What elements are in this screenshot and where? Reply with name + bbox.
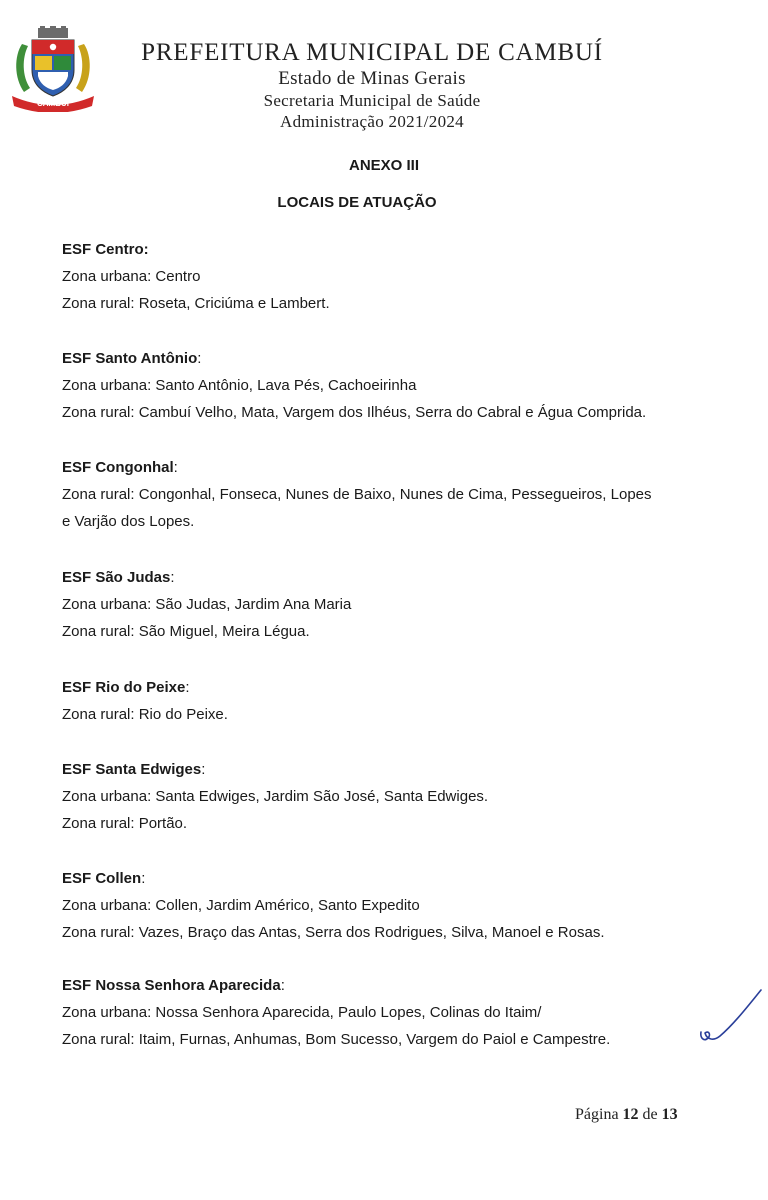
page-current: 12 [622,1106,639,1123]
zone-line: Zona rural: Portão. [62,815,188,832]
esf-name: ESF Rio do Peixe [62,679,186,696]
esf-name-colon: : [170,569,175,586]
section-title: LOCAIS DE ATUAÇÃO [277,194,437,211]
zone-line: Zona rural: Vazes, Braço das Antas, Serra dos Rodrigues, Silva, Manoel e Rosas. [62,924,605,941]
zone-line: Zona rural: Itaim, Furnas, Anhumas, Bom Sucesso, Vargem do Paiol e Campestre. [62,1031,611,1048]
page-total: 13 [661,1106,678,1123]
esf-name-colon: : [185,679,190,696]
zone-line: Zona rural: São Miguel, Meira Légua. [62,623,310,640]
page-number [575,1106,678,1124]
letterhead-secretariat: Secretaria Municipal de Saúde [263,91,481,110]
crest-ribbon-text: CAMBUÍ [37,99,69,108]
esf-name: ESF Centro: [62,241,149,258]
page-of-word: de [642,1106,658,1123]
letterhead-administration: Administração 2021/2024 [280,112,464,131]
esf-name: ESF Nossa Senhora Aparecida [62,977,281,994]
zone-line: e Varjão dos Lopes. [62,513,195,530]
esf-section-collen [62,865,702,946]
esf-name: ESF Collen [62,870,142,887]
esf-name: ESF Congonhal [62,459,174,476]
esf-name-colon: : [280,977,285,994]
municipal-crest-icon [8,26,98,112]
esf-name: ESF Santa Edwiges [62,761,202,778]
esf-section-rio-do-peixe [62,674,702,728]
esf-section-nossa-senhora-aparecida [62,972,702,1053]
letterhead [112,38,632,132]
esf-section-congonhal [62,454,702,535]
esf-section-santo-antonio [62,345,702,426]
zone-line: Zona urbana: São Judas, Jardim Ana Maria [62,596,352,613]
zone-line: Zona rural: Roseta, Criciúma e Lambert. [62,295,330,312]
esf-section-santa-edwiges [62,756,702,837]
letterhead-state: Estado de Minas Gerais [278,68,466,89]
esf-name-colon: : [173,459,178,476]
zone-line: Zona urbana: Collen, Jardim Américo, Santo Expedito [62,897,420,914]
esf-section-sao-judas [62,564,702,645]
zone-line: Zona rural: Rio do Peixe. [62,706,228,723]
zone-line: Zona urbana: Santo Antônio, Lava Pés, Cachoeirinha [62,377,417,394]
page-word: Página [575,1106,619,1123]
zone-line: Zona rural: Cambuí Velho, Mata, Vargem dos Ilhéus, Serra do Cabral e Água Comprida. [62,404,647,421]
zone-line: Zona urbana: Santa Edwiges, Jardim São José, Santa Edwiges. [62,788,489,805]
zone-line: Zona urbana: Centro [62,268,201,285]
zone-line: Zona rural: Congonhal, Fonseca, Nunes de Baixo, Nunes de Cima, Pessegueiros, Lopes [62,486,652,503]
zone-line: Zona urbana: Nossa Senhora Aparecida, Paulo Lopes, Colinas do Itaim/ [62,1004,542,1021]
esf-name: ESF São Judas [62,569,171,586]
esf-name-colon: : [201,761,206,778]
annex-title: ANEXO III [348,157,419,174]
esf-name-colon: : [197,350,202,367]
esf-name: ESF Santo Antônio [62,350,198,367]
esf-section-centro [62,236,702,317]
handwritten-initials-icon [698,988,764,1050]
letterhead-title: PREFEITURA MUNICIPAL DE CAMBUÍ [141,39,603,66]
esf-name-colon: : [141,870,146,887]
